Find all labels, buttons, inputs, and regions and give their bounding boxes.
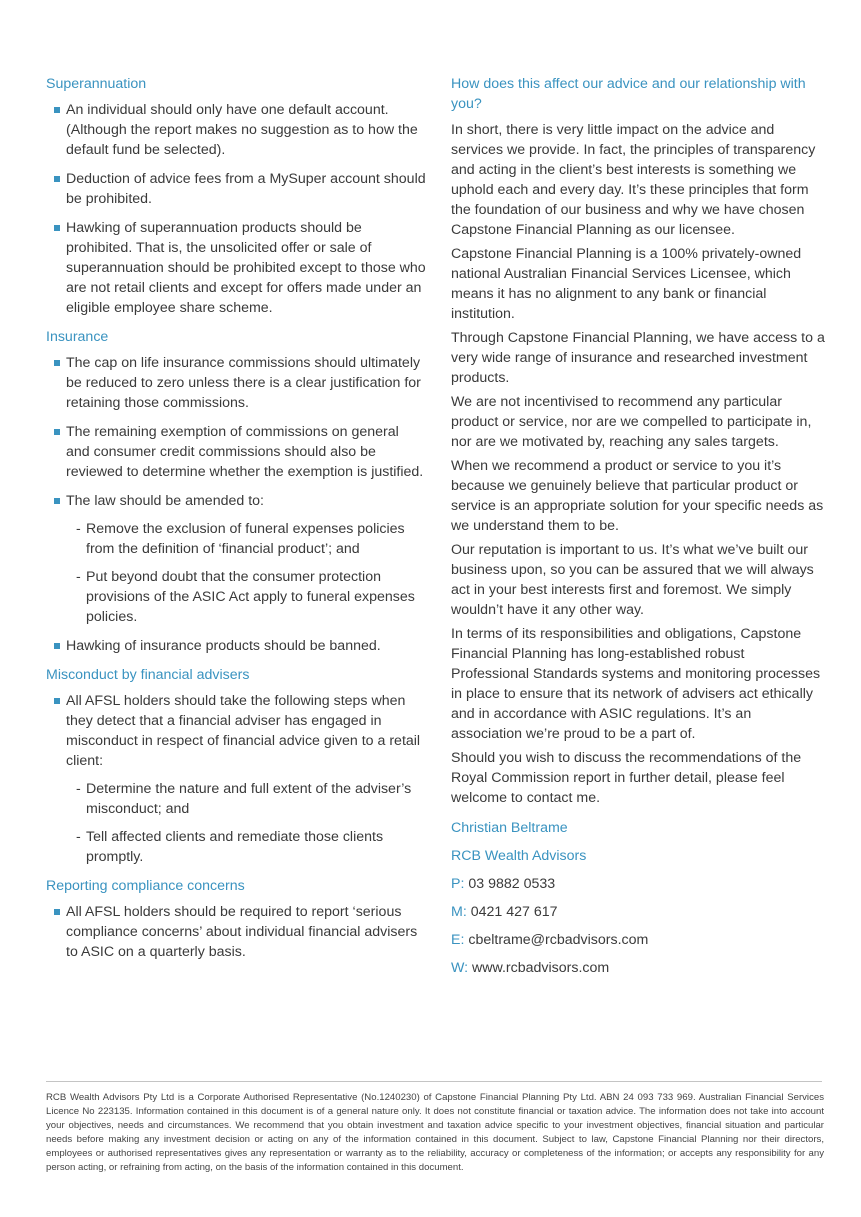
phone-label: P:: [451, 876, 465, 892]
dash-bullet-icon: -: [76, 781, 81, 797]
dash-bullet-icon: -: [76, 521, 81, 537]
footer-divider: [46, 1081, 822, 1082]
square-bullet-icon: [54, 643, 60, 649]
list-item: An individual should only have one default account. (Although the report makes no suggestion as to how the default fund be selected).: [46, 100, 426, 160]
list-item: The remaining exemption of commissions on general and consumer credit commissions should also be reviewed to determine whether the exemption is justified.: [46, 422, 426, 482]
mobile-number[interactable]: 0421 427 617: [470, 904, 558, 920]
list-item: Hawking of superannuation products should be prohibited. That is, the unsolicited offer or sale of superannuation should be prohibited except to those who are not retail clients and except for offers made under an eligible employee share scheme.: [46, 218, 426, 318]
section-insurance: [46, 327, 426, 656]
list-item: All AFSL holders should be required to report ‘serious compliance concerns’ about individual financial advisers to ASIC on a quarterly basis.: [46, 902, 426, 962]
paragraph: Should you wish to discuss the recommendations of the Royal Commission report in further detail, please feel welcome to contact me.: [451, 750, 802, 806]
phone-number[interactable]: 03 9882 0533: [468, 876, 556, 892]
section-heading: Misconduct by financial advisers: [46, 667, 250, 683]
paragraph: We are not incentivised to recommend any particular product or service, nor are we compelled to participate in, nor are we motivated by, reaching any sales targets.: [451, 394, 812, 450]
square-bullet-icon: [54, 698, 60, 704]
signature-company: RCB Wealth Advisors: [451, 848, 587, 864]
list-item: The cap on life insurance commissions should ultimately be reduced to zero unless there is a clear justification for retaining those commissions.: [46, 353, 426, 413]
web-line: [451, 958, 826, 978]
section-heading: Reporting compliance concerns: [46, 878, 245, 894]
footer-disclaimer: RCB Wealth Advisors Pty Ltd is a Corporate Authorised Representative (No.1240230) of Capstone Financial Planning Pty Ltd. ABN 24 093 733 969. Australian Financial Services Licence No 223135. Information contained in this document is of a general nature only. It does not constitute financial or taxation advice. The information does not take into account your objectives, needs and circumstances. We recommend that you obtain investment and taxation advice specific to your investment objectives, financial situation and particular needs before making any investment decision or acting on any of the information contained in this document. Subject to law, Capstone Financial Planning nor their directors, employees or authorised representatives gives any representation or warranty as to the reliability, accuracy or completeness of the information; or accepts any responsibility for any person acting, or refraining from acting, on the basis of the information contained in this document.: [46, 1092, 824, 1173]
mobile-line: [451, 902, 826, 922]
dash-bullet-icon: -: [76, 569, 81, 585]
section-superannuation: [46, 74, 426, 318]
left-column: [46, 74, 426, 971]
paragraph: Our reputation is important to us. It’s what we’ve built our business upon, so you can be assured that we will always act in your best interests first and foremost. We simply wouldn’t have it any other way.: [451, 542, 814, 618]
paragraph: In short, there is very little impact on the advice and services we provide. In fact, the principles of transparency and acting in the client’s best interests is something we uphold each and every day. It’s these principles that form the foundation of our business and why we have chosen Capstone Financial Planning as our licensee.: [451, 122, 816, 238]
section-heading: Superannuation: [46, 76, 147, 92]
website-link[interactable]: www.rcbadvisors.com: [472, 960, 610, 976]
section-heading: How does this affect our advice and our relationship with you?: [451, 76, 806, 112]
sub-list-item: - Remove the exclusion of funeral expenses policies from the definition of ‘financial product’; and: [76, 521, 405, 557]
email-link[interactable]: cbeltrame@rcbadvisors.com: [468, 932, 649, 948]
sub-list-item: - Determine the nature and full extent of the adviser’s misconduct; and: [76, 781, 412, 817]
square-bullet-icon: [54, 909, 60, 915]
email-line: [451, 930, 826, 950]
sub-list-item: - Put beyond doubt that the consumer protection provisions of the ASIC Act apply to funeral expenses policies.: [76, 569, 415, 625]
signature-name: Christian Beltrame: [451, 820, 568, 836]
section-misconduct: [46, 665, 426, 867]
mobile-label: M:: [451, 904, 467, 920]
dash-bullet-icon: -: [76, 829, 81, 845]
square-bullet-icon: [54, 360, 60, 366]
list-item: Deduction of advice fees from a MySuper account should be prohibited.: [46, 169, 426, 209]
list-item: The law should be amended to: - Remove the exclusion of funeral expenses policies from the definition of ‘financial product’; and - Put beyond doubt that the consumer protection provisions of the ASIC Act apply to funeral expenses policies.: [46, 491, 426, 627]
web-label: W:: [451, 960, 469, 976]
paragraph: In terms of its responsibilities and obligations, Capstone Financial Planning has long-established robust Professional Standards systems and monitoring processes in place to ensure that its network of advisers act ethically and in accordance with ASIC regulations. It’s an association we’re proud to be a part of.: [451, 626, 821, 742]
square-bullet-icon: [54, 107, 60, 113]
signature-block: [451, 818, 826, 978]
list-item: All AFSL holders should take the following steps when they detect that a financial adviser has engaged in misconduct in respect of financial advice given to a retail client: - Determine the nature and full extent of the adviser’s misconduct; and - Tell affected clients and remediate those clients promptly.: [46, 691, 426, 867]
section-heading: Insurance: [46, 329, 109, 345]
email-label: E:: [451, 932, 465, 948]
list-item: Hawking of insurance products should be banned.: [46, 636, 426, 656]
paragraph: When we recommend a product or service to you it’s because we genuinely believe that particular product or service is an appropriate solution for your specific needs as we understand them to be.: [451, 458, 824, 534]
sub-list-item: - Tell affected clients and remediate those clients promptly.: [76, 829, 384, 865]
section-reporting-compliance: [46, 876, 426, 962]
paragraph: Capstone Financial Planning is a 100% privately-owned national Australian Financial Services Licensee, which means it has no alignment to any bank or financial institution.: [451, 246, 802, 322]
phone-line: [451, 874, 826, 894]
square-bullet-icon: [54, 225, 60, 231]
right-column: [451, 74, 826, 986]
square-bullet-icon: [54, 498, 60, 504]
square-bullet-icon: [54, 429, 60, 435]
square-bullet-icon: [54, 176, 60, 182]
paragraph: Through Capstone Financial Planning, we have access to a very wide range of insurance and researched investment products.: [451, 330, 825, 386]
